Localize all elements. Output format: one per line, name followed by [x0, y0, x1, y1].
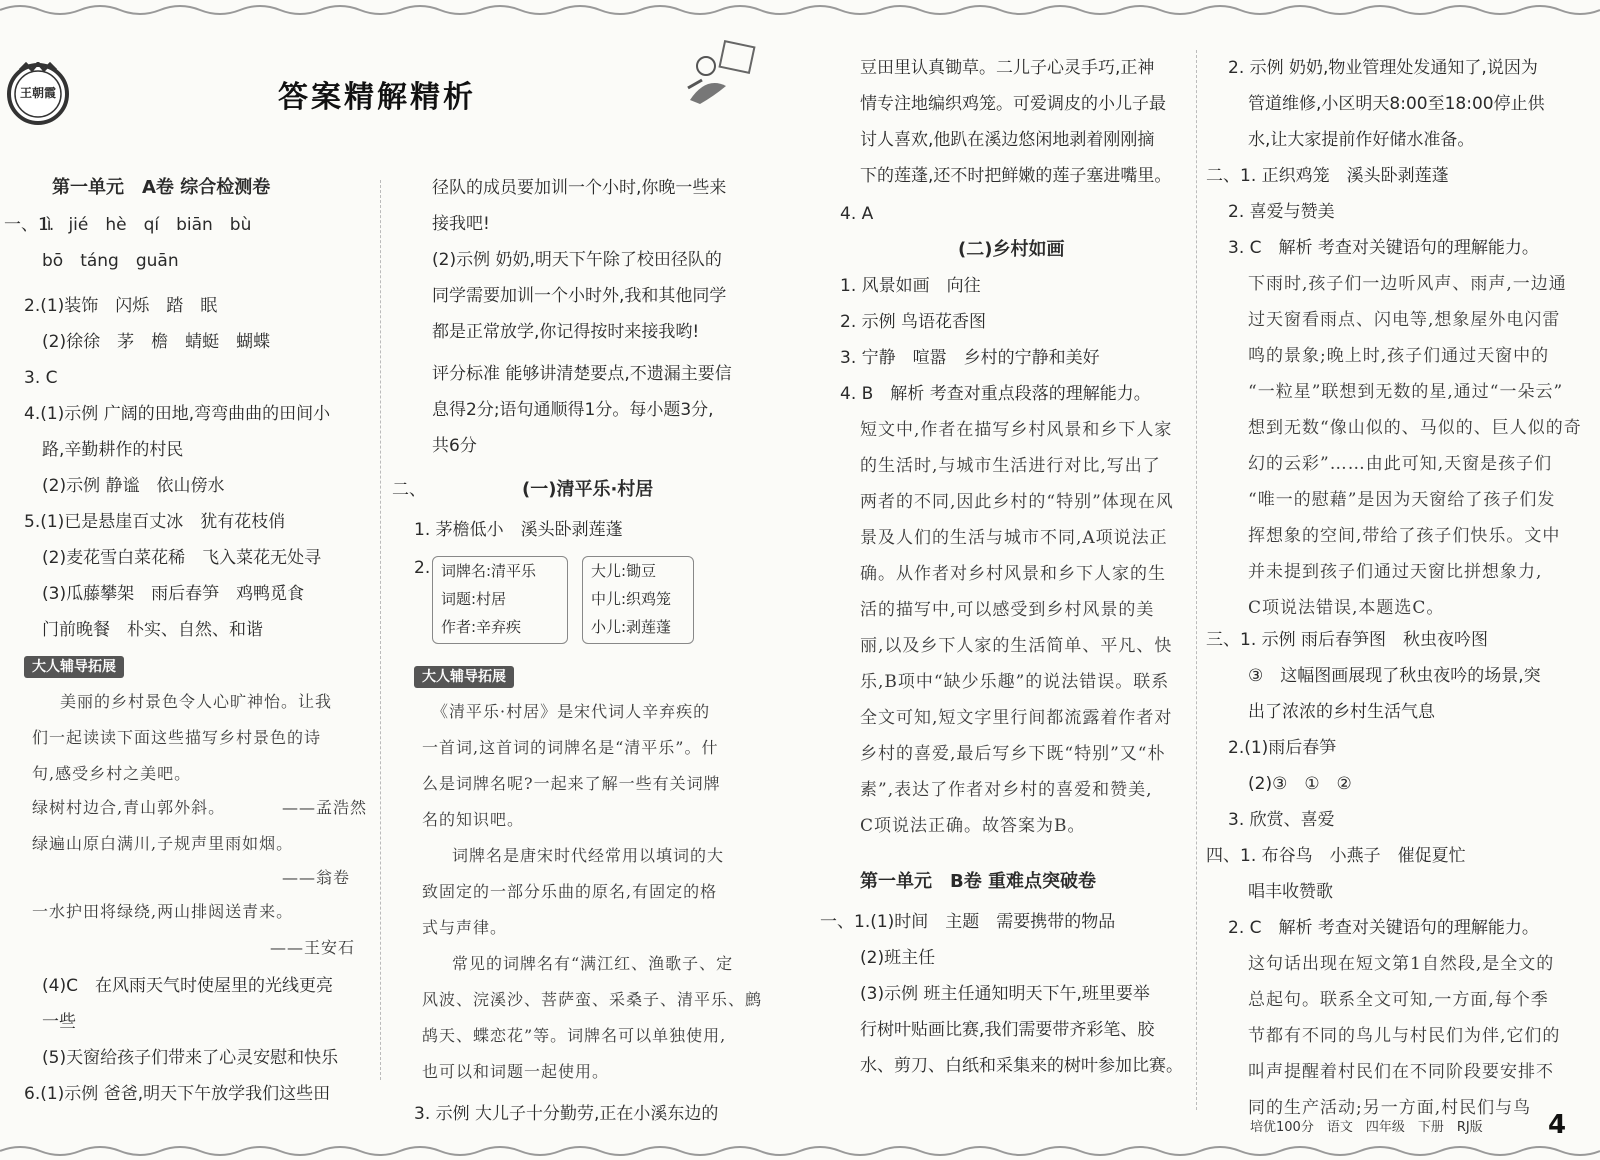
analysis-line: “唯一的慰藉”是因为天窗给了孩子们发: [1248, 490, 1556, 510]
extension-line: 鸪天、蝶恋花”等。词牌名可以单独使用,: [422, 1026, 727, 1045]
answer-line: 2.: [414, 558, 431, 578]
unit-b-title: 第一单元 B卷 重难点突破卷: [860, 871, 1096, 892]
section-title: (一)清平乐·村居: [522, 479, 654, 500]
answer-line: 接我吧!: [432, 214, 490, 234]
answer-line: 水,让大家提前作好储水准备。: [1248, 130, 1475, 150]
answer-line: (2)麦花雪白菜花稀 飞入菜花无处寻: [42, 548, 322, 568]
answer-line: (2)示例 静谧 依山傍水: [42, 476, 225, 496]
cartoon-illustration: [680, 40, 760, 110]
analysis-line: 景及人们的生活与城市不同,A项说法正: [860, 528, 1168, 548]
extension-line: 也可以和词题一起使用。: [422, 1062, 610, 1081]
answer-line: 3. 示例 大儿子十分勤劳,正在小溪东边的: [414, 1104, 719, 1124]
answer-line: 1. 茅檐低小 溪头卧剥莲蓬: [414, 520, 623, 540]
analysis-line: 叫声提醒着村民们在不同阶段要安排不: [1248, 1062, 1554, 1082]
answer-line: 3. 宁静 喧嚣 乡村的宁静和美好: [840, 348, 1100, 368]
extension-line: 么是词牌名呢?一起来了解一些有关词牌: [422, 774, 721, 793]
top-wave-border: [0, 0, 1600, 18]
box-item: 作者:辛弃疾: [441, 618, 522, 636]
analysis-line: 节都有不同的鸟儿与村民们为伴,它们的: [1248, 1026, 1561, 1046]
poem-author: ——孟浩然: [282, 798, 368, 817]
analysis-line: 乐,B项中“缺少乐趣”的说法错误。联系: [860, 672, 1170, 692]
analysis-line: 两者的不同,因此乡村的“特别”体现在风: [860, 492, 1174, 512]
box-item: 词牌名:清平乐: [441, 562, 537, 580]
column-divider: [1196, 50, 1197, 1110]
scoring-line: 共6分: [432, 436, 477, 456]
answer-line: 都是正常放学,你记得按时来接我哟!: [432, 322, 700, 342]
answer-line: 门前晚餐 朴实、自然、和谐: [42, 620, 263, 640]
analysis-line: “一粒星”联想到无数的星,通过“一朵云”: [1248, 382, 1564, 402]
answer-line: 6.(1)示例 爸爸,明天下午放学我们这些田: [24, 1084, 331, 1104]
page-title: 答案精解精析: [278, 80, 476, 115]
parent-guidance-tag: 大人辅导拓展: [24, 656, 124, 678]
analysis-line: 总起句。联系全文可知,一方面,每个季: [1248, 990, 1549, 1010]
answer-line: (4)C 在风雨天气时使屋里的光线更亮: [42, 976, 333, 996]
scoring-line: 评分标准 能够讲清楚要点,不遗漏主要信: [432, 364, 732, 384]
answer-line: 2. 示例 奶奶,物业管理处发通知了,说因为: [1228, 58, 1538, 78]
analysis-line: 确。从作者对乡村风景和乡下人家的生: [860, 564, 1166, 584]
analysis-line: 过天窗看雨点、闪电等,想象屋外电闪雷: [1248, 310, 1561, 330]
extension-line: 风波、浣溪沙、菩萨蛮、采桑子、清平乐、鹧: [422, 990, 763, 1009]
answer-line: 2. C 解析 考查对关键语句的理解能力。: [1228, 918, 1539, 938]
poem-line: 一水护田将绿绕,两山排闼送青来。: [32, 902, 294, 921]
answer-line: 4.(1)示例 广阔的田地,弯弯曲曲的田间小: [24, 404, 331, 424]
extension-line: 句,感受乡村之美吧。: [32, 764, 192, 783]
extension-line: 词牌名是唐宋时代经常用以填词的大: [452, 846, 725, 865]
analysis-line: 活的描写中,可以感受到乡村风景的美: [860, 600, 1155, 620]
answer-line: 水、剪刀、白纸和采集来的树叶参加比赛。: [860, 1056, 1183, 1076]
box-item: 大儿:锄豆: [591, 562, 657, 580]
box-item: 词题:村居: [441, 590, 507, 608]
answer-line: 出了浓浓的乡村生活气息: [1248, 702, 1435, 722]
analysis-line: 挥想象的空间,带给了孩子们快乐。文中: [1248, 526, 1561, 546]
answer-line: 4. A: [840, 204, 874, 224]
answer-line: 三、1. 示例 雨后春笋图 秋虫夜吟图: [1206, 630, 1489, 650]
analysis-line: 乡村的喜爱,最后写乡下既“特别”又“朴: [860, 744, 1166, 764]
answer-line: (5)天窗给孩子们带来了心灵安慰和快乐: [42, 1048, 339, 1068]
answer-line: 2. 示例 鸟语花香图: [840, 312, 987, 332]
publisher-logo: [6, 62, 70, 126]
answer-line: 路,辛勤耕作的村民: [42, 440, 184, 460]
answer-line: 径队的成员要加训一个小时,你晚一些来: [432, 178, 727, 198]
extension-line: 常见的词牌名有“满江红、渔歌子、定: [452, 954, 734, 973]
analysis-line: 并未提到孩子们通过天窗比拼想象力,: [1248, 562, 1543, 582]
answer-line: 讨人喜欢,他趴在溪边悠闲地剥着刚刚摘: [860, 130, 1155, 150]
analysis-line: 鸣的景象;晚上时,孩子们通过天窗中的: [1248, 346, 1550, 366]
poem-line: 绿树村边合,青山郭外斜。: [32, 798, 226, 817]
book-footer: 培优100分 语文 四年级 下册 RJ版: [1250, 1120, 1483, 1135]
answer-line: 一些: [42, 1012, 76, 1032]
answer-line: (2)③ ① ②: [1248, 774, 1352, 794]
answer-line: 2.(1)雨后春笋: [1228, 738, 1337, 758]
answer-line: 5.(1)已是悬崖百丈冰 犹有花枝俏: [24, 512, 286, 532]
analysis-line: 短文中,作者在描写乡村风景和乡下人家: [860, 420, 1173, 440]
analysis-line: 的生活时,与城市生活进行对比,写出了: [860, 456, 1161, 476]
answer-line: 管道维修,小区明天8:00至18:00停止供: [1248, 94, 1545, 114]
answer-line: 4. B 解析 考查对重点段落的理解能力。: [840, 384, 1151, 404]
answer-line: bō táng guān: [42, 251, 179, 271]
answer-line: (2)徐徐 茅 檐 蜻蜓 蝴蝶: [42, 332, 271, 352]
analysis-line: C项说法正确。故答案为B。: [860, 816, 1086, 836]
answer-line: 行树叶贴画比赛,我们需要带齐彩笔、胶: [860, 1020, 1155, 1040]
answer-line: (2)示例 奶奶,明天下午除了校田径队的: [432, 250, 722, 270]
poem-info-box: [432, 556, 568, 644]
poem-line: 绿遍山原白满川,子规声里雨如烟。: [32, 834, 294, 853]
answer-line: 四、1. 布谷鸟 小燕子 催促夏忙: [1206, 846, 1466, 866]
answer-line: 1. 风景如画 向往: [840, 276, 981, 296]
answer-line: 下的莲蓬,还不时把鲜嫩的莲子塞进嘴里。: [860, 166, 1172, 186]
poem-author: ——王安石: [270, 938, 356, 957]
box-item: 中儿:织鸡笼: [591, 590, 672, 608]
poem-author: ——翁卷: [282, 868, 351, 887]
extension-line: 《清平乐·村居》是宋代词人辛弃疾的: [432, 702, 711, 721]
scoring-line: 息得2分;语句通顺得1分。每小题3分,: [432, 400, 714, 420]
answer-line: (2)班主任: [860, 948, 936, 968]
answer-line: lì jié hè qí biān bù: [42, 215, 252, 235]
column-divider: [380, 180, 381, 1080]
answer-line: 一、1.(1)时间 主题 需要携带的物品: [820, 912, 1116, 932]
analysis-line: 这句话出现在短文第1自然段,是全文的: [1248, 954, 1555, 974]
analysis-line: 同的生产活动;另一方面,村民们与鸟: [1248, 1098, 1532, 1118]
page-number: 4: [1548, 1110, 1567, 1140]
analysis-line: 下雨时,孩子们一边听风声、雨声,一边通: [1248, 274, 1567, 294]
analysis-line: 幻的云彩”……由此可知,天窗是孩子们: [1248, 454, 1553, 474]
extension-line: 式与声律。: [422, 918, 508, 937]
answer-line: 情专注地编织鸡笼。可爱调皮的小儿子最: [860, 94, 1166, 114]
analysis-line: 丽,以及乡下人家的生活简单、平凡、快: [860, 636, 1173, 656]
analysis-line: 想到无数“像山似的、马似的、巨人似的奇: [1248, 418, 1582, 438]
answer-line: 豆田里认真锄草。二儿子心灵手巧,正神: [860, 58, 1155, 78]
answer-line: 一、1.: [4, 215, 55, 235]
extension-line: 们一起读读下面这些描写乡村景色的诗: [32, 728, 322, 747]
extension-line: 名的知识吧。: [422, 810, 525, 829]
unit-a-title: 第一单元 A卷 综合检测卷: [52, 177, 271, 198]
answer-line: 同学需要加训一个小时外,我和其他同学: [432, 286, 727, 306]
extension-line: 美丽的乡村景色令人心旷神怡。让我: [60, 692, 333, 711]
section-title: (二)乡村如画: [958, 239, 1065, 260]
analysis-line: 素”,表达了作者对乡村的喜爱和赞美,: [860, 780, 1153, 800]
answer-line: ③ 这幅图画展现了秋虫夜吟的场景,突: [1248, 666, 1541, 686]
bottom-wave-border: [0, 1142, 1600, 1160]
answer-line: 3. 欣赏、喜爱: [1228, 810, 1335, 830]
answer-line: (3)示例 班主任通知明天下午,班里要举: [860, 984, 1150, 1004]
analysis-line: C项说法错误,本题选C。: [1248, 598, 1445, 618]
logo-text: 王朝霞: [19, 86, 56, 100]
extension-line: 致固定的一部分乐曲的原名,有固定的格: [422, 882, 718, 901]
box-item: 小儿:剥莲蓬: [591, 618, 672, 636]
answer-line: 唱丰收赞歌: [1248, 882, 1333, 902]
sons-activity-box: [582, 556, 694, 644]
extension-line: 一首词,这首词的词牌名是“清平乐”。什: [422, 738, 719, 757]
parent-guidance-tag: 大人辅导拓展: [414, 666, 514, 688]
answer-line: 2.(1)装饰 闪烁 踏 眠: [24, 296, 218, 316]
answer-line: 3. C 解析 考查对关键语句的理解能力。: [1228, 238, 1539, 258]
answer-line: 3. C: [24, 368, 58, 388]
section-label: 二、: [392, 480, 426, 500]
analysis-line: 全文可知,短文字里行间都流露着作者对: [860, 708, 1173, 728]
answer-line: 二、1. 正织鸡笼 溪头卧剥莲蓬: [1206, 166, 1449, 186]
answer-line: (3)瓜藤攀架 雨后春笋 鸡鸭觅食: [42, 584, 305, 604]
answer-line: 2. 喜爱与赞美: [1228, 202, 1335, 222]
